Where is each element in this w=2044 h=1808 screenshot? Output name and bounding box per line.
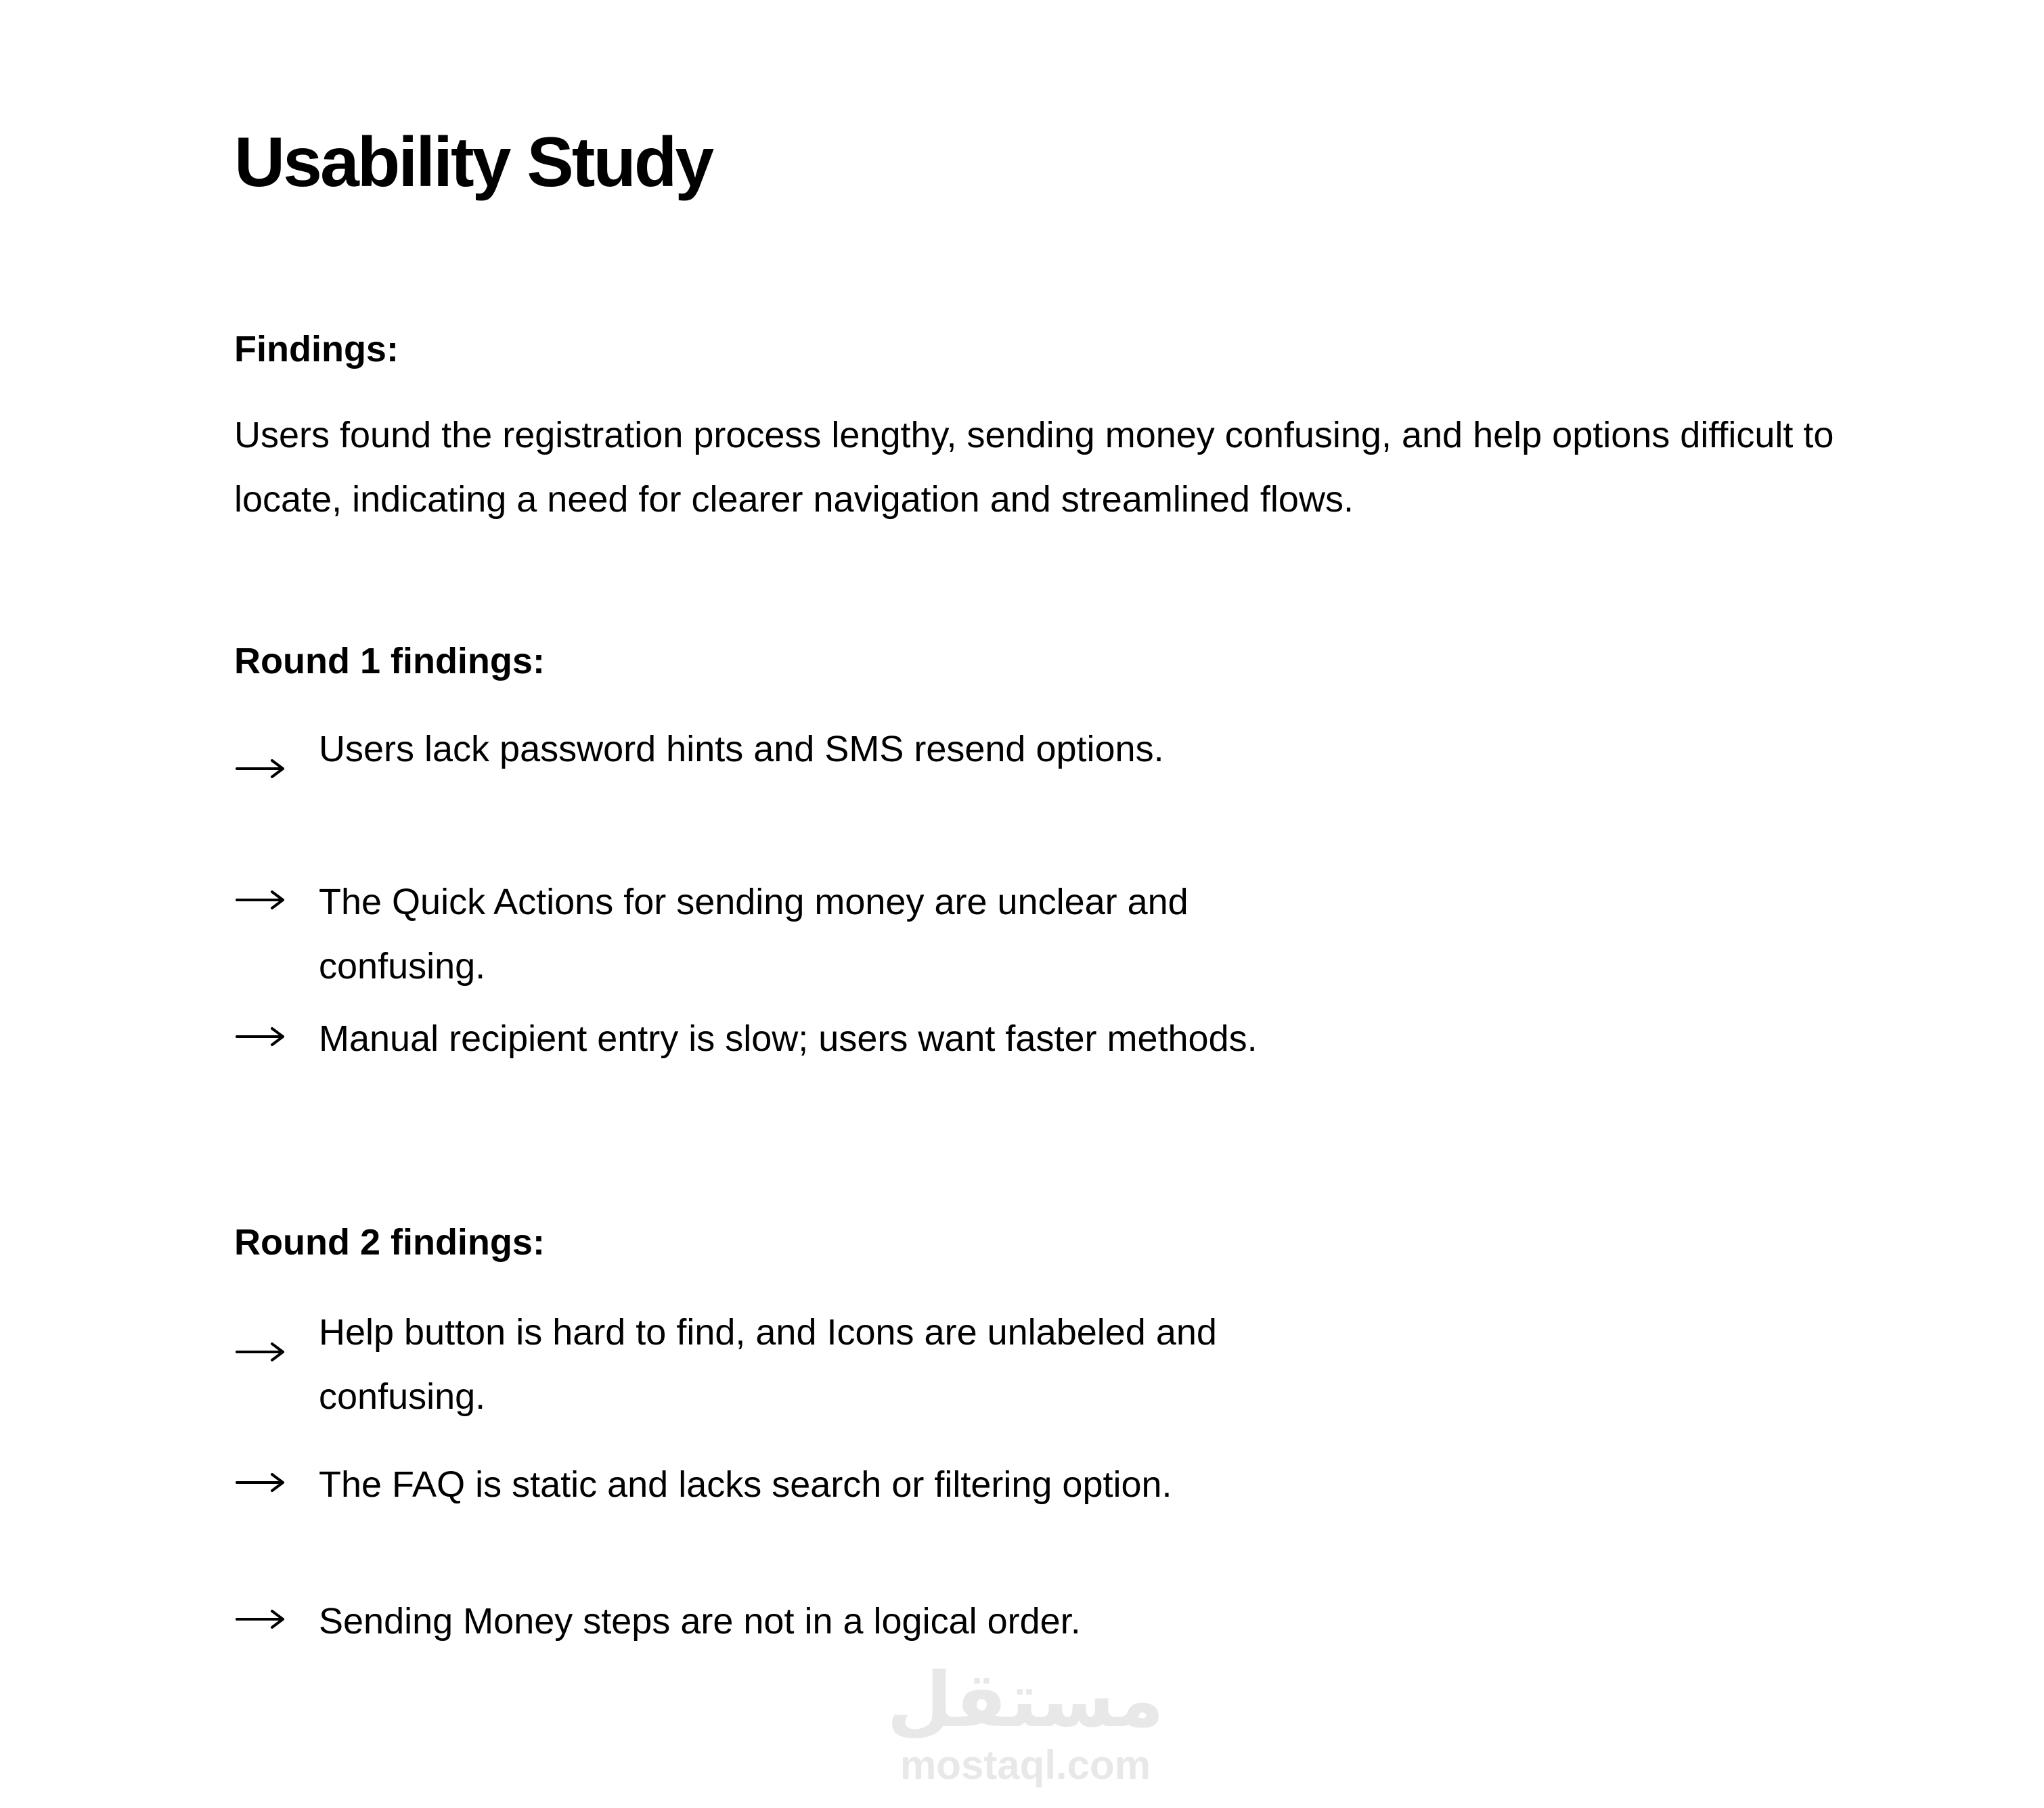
round-2-finding-2-text: The FAQ is static and lacks search or filtering option.	[319, 1464, 1172, 1505]
round-2-finding-1-text: Help button is hard to find, and Icons are unlabeled and confusing.	[319, 1312, 1217, 1417]
round-2-finding-3-text: Sending Money steps are not in a logical order.	[319, 1601, 1081, 1642]
round-2-heading: Round 2 findings:	[234, 1222, 545, 1263]
watermark-logo-arabic: مستقل	[887, 1656, 1164, 1744]
arrow-right-icon	[234, 1023, 288, 1050]
round-1-heading: Round 1 findings:	[234, 641, 545, 681]
arrow-right-icon	[234, 1469, 288, 1496]
arrow-right-icon	[234, 1606, 288, 1633]
round-1-finding-1-text: Users lack password hints and SMS resend options.	[319, 729, 1164, 769]
watermark-domain: mostaql.com	[899, 1742, 1151, 1788]
round-1-finding-3-text: Manual recipient entry is slow; users want faster methods.	[319, 1018, 1258, 1059]
watermark	[873, 1656, 1178, 1794]
page-title: Usability Study	[234, 123, 713, 202]
findings-heading: Findings:	[234, 329, 399, 369]
arrow-right-icon	[234, 755, 288, 782]
round-1-finding-2-text: The Quick Actions for sending money are unclear and confusing.	[319, 882, 1188, 987]
findings-paragraph: Users found the registration process lengthy, sending money confusing, and help options difficult to locate, indicating a need for clearer navigation and streamlined flows.	[234, 415, 1834, 520]
arrow-right-icon	[234, 1338, 288, 1365]
arrow-right-icon	[234, 886, 288, 913]
